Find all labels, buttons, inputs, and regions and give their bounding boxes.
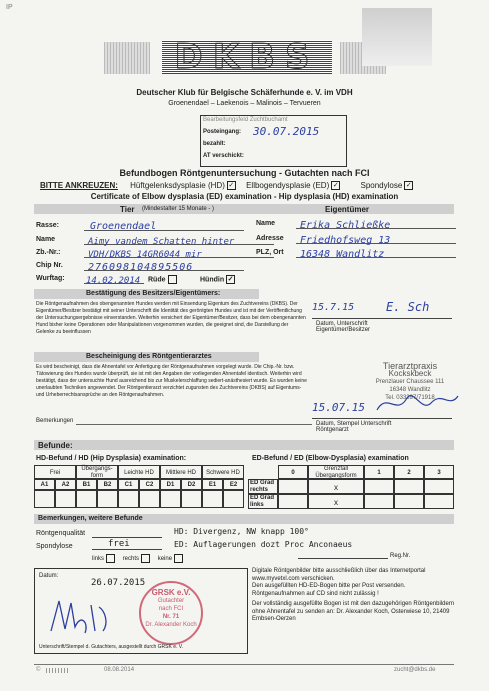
info-line-1: Digitale Röntgenbilder bitte ausschließlich über das Internetportal www.myvetxl.com verschicken. bbox=[252, 568, 426, 582]
ed-input-cell[interactable] bbox=[278, 494, 308, 509]
vet-signature-icon bbox=[372, 388, 462, 418]
hd-input-cell[interactable] bbox=[202, 490, 223, 508]
ed-row-label: ED Grad rechts bbox=[248, 479, 278, 494]
confirm-text: Die Röntgenaufnahmen des obengenannten Hundes werden mit Einsendung Eigentum des Zuchtvereins (DKBS). Der Eigentümer/Besitzer bestätigt mit seiner Unterschrift die Identität des geröntgten Hundes und ist mit der Veröffentlichung der Untersuchungsergebnisse einverstanden. Weiterhin versichert der Eigentümer/Besitzer, dass bei dem obengenannten Hund bisher keine Operationen oder Manipulationen vorgenommen wurden, die geeignet sind, die Darstellung der Gelenke zu beeinflussen bbox=[36, 301, 306, 335]
hd-grade-cell: A1 bbox=[34, 479, 55, 490]
ruede-option bbox=[148, 275, 177, 284]
at-verschickt-label: AT verschickt: bbox=[203, 153, 244, 159]
posteingang-label: Posteingang: bbox=[203, 129, 242, 135]
hd-note: HD: Divergenz, NW knapp 100° bbox=[174, 527, 309, 536]
owner-plz-label: PLZ, Ort bbox=[256, 249, 284, 256]
confirm-caption: Datum, Unterschrift Eigentümer/Besitzer bbox=[316, 321, 371, 333]
huendin-option bbox=[200, 275, 235, 284]
qual-label: Röntgenqualität bbox=[36, 530, 86, 537]
hd-input-cell[interactable] bbox=[34, 490, 55, 508]
logo-text: DKBS bbox=[174, 37, 320, 77]
tier-header: Tier bbox=[120, 205, 135, 214]
hd-title: HD-Befund / HD (Hip Dysplasia) examination: bbox=[36, 455, 187, 462]
office-box bbox=[200, 115, 347, 167]
vet-stamp-line: Tel. 033397/71918 bbox=[385, 395, 435, 401]
tier-name-field[interactable] bbox=[84, 231, 274, 245]
owner-adresse-label: Adresse bbox=[256, 235, 284, 242]
datum-value: 26.07.2015 bbox=[91, 578, 146, 588]
ruede-checkbox[interactable] bbox=[168, 275, 177, 284]
vet-caption: Datum, Stempel Unterschrift Röntgenarzt bbox=[316, 421, 392, 433]
confirm-header: Bestätigung des Besitzers/Eigentümers: bbox=[86, 290, 221, 297]
spondylose-value: frei bbox=[108, 539, 130, 549]
bemerkungen-label: Bemerkungen bbox=[36, 418, 74, 424]
hd-input-cell[interactable] bbox=[160, 490, 181, 508]
huendin-checkbox[interactable]: ✓ bbox=[227, 276, 234, 283]
owner-plz-value: 16348 Wandlitz bbox=[300, 249, 385, 260]
wurftag-field[interactable] bbox=[84, 270, 144, 284]
chip-value: 276098104895506 bbox=[88, 262, 194, 273]
expert-stamp-line: GRSK e.V. bbox=[151, 588, 191, 597]
ed-checkbox[interactable]: ✓ bbox=[332, 182, 339, 190]
ed-input-cell[interactable] bbox=[278, 479, 308, 494]
hd-grade-cell: E1 bbox=[202, 479, 223, 490]
form-title: Befundbogen Röntgenuntersuchung - Gutachten nach FCI bbox=[119, 168, 370, 178]
hd-input-cell[interactable] bbox=[118, 490, 139, 508]
tier-name-label: Name bbox=[36, 236, 56, 243]
reg-label: Reg.Nr. bbox=[390, 553, 411, 559]
bezahlt-label: bezahlt: bbox=[203, 141, 226, 147]
expert-stamp-line: Gutachter bbox=[157, 598, 185, 604]
chip-label: Chip Nr. bbox=[36, 262, 63, 269]
expert-stamp-line: Nr. 71 bbox=[162, 614, 180, 620]
expert-box bbox=[34, 568, 248, 654]
footer-copyright-mark: © bbox=[36, 667, 41, 673]
owner-header: Eigentümer bbox=[325, 205, 370, 214]
reg-field[interactable] bbox=[298, 558, 388, 559]
vet-stamp-line: Prenzlauer Chaussee 111 bbox=[375, 379, 445, 385]
hd-group-cell: Schwere HD bbox=[202, 465, 244, 479]
owner-signature-line[interactable] bbox=[312, 318, 452, 319]
owner-signature: E. Sch bbox=[386, 300, 430, 314]
zbnr-field[interactable] bbox=[84, 244, 274, 258]
ed-col-header: 1 bbox=[364, 465, 394, 479]
tier-name-value: Aimy vandem Schatten hinter bbox=[88, 237, 235, 247]
hd-input-cell[interactable] bbox=[181, 490, 202, 508]
ed-mark: x bbox=[334, 498, 338, 507]
spondylose-field[interactable] bbox=[92, 549, 162, 550]
lr-options bbox=[92, 554, 183, 563]
vet-date-value: 15.07.15 bbox=[312, 401, 365, 414]
hd-group-cell: Mittlere HD bbox=[160, 465, 202, 479]
hd-group-cell: Frei bbox=[34, 465, 76, 479]
hd-grade-cell: C2 bbox=[139, 479, 160, 490]
zbnr-label: Zb.-Nr.: bbox=[36, 249, 61, 256]
hd-grade-cell: A2 bbox=[55, 479, 76, 490]
keine-label: keine bbox=[157, 556, 173, 563]
hd-group-cell: Übergangs-form bbox=[76, 465, 118, 479]
org-name: Deutscher Klub für Belgische Schäferhunde e. V. im VDH bbox=[136, 88, 353, 97]
hd-grade-cell: E2 bbox=[223, 479, 244, 490]
ed-input-cell[interactable] bbox=[364, 494, 394, 509]
bemerkungen-field[interactable] bbox=[76, 424, 312, 425]
hd-input-cell[interactable] bbox=[139, 490, 160, 508]
rasse-value: Groenendael bbox=[90, 221, 157, 232]
breeds-line: Groenendael – Laekenois – Malinois – Tervueren bbox=[168, 100, 321, 107]
office-title: Bearbeitungsfeld Zuchtbuchamt bbox=[203, 117, 288, 123]
footer-divider bbox=[34, 664, 454, 665]
version-date: 08.08.2014 bbox=[104, 667, 135, 673]
hd-checkbox[interactable]: ✓ bbox=[228, 182, 235, 190]
links-checkbox[interactable] bbox=[106, 554, 115, 563]
ed-input-cell[interactable] bbox=[394, 494, 424, 509]
ed-input-cell[interactable] bbox=[424, 494, 454, 509]
vet-stamp-line: Kockskbeck bbox=[388, 369, 432, 378]
ed-mark: x bbox=[334, 483, 338, 492]
befunde-bar bbox=[34, 440, 454, 450]
owner-name-field[interactable] bbox=[296, 215, 456, 229]
rasse-label: Rasse: bbox=[36, 222, 59, 229]
ed-input-cell[interactable] bbox=[308, 479, 364, 494]
ed-col-header: 3 bbox=[424, 465, 454, 479]
logo-banner bbox=[74, 38, 404, 80]
corner-mark: IP bbox=[6, 4, 13, 11]
hd-input-cell[interactable] bbox=[223, 490, 244, 508]
rechts-label: rechts bbox=[122, 556, 140, 563]
wurftag-value: 14.02.2014 bbox=[86, 276, 141, 286]
expert-caption: Unterschrift/Stempel d. Gutachters, ausgestellt durch GRSK e. V. bbox=[39, 644, 184, 650]
confirm-date-value: 15.7.15 bbox=[312, 302, 355, 313]
footer-email[interactable]: zucht@dkbs.de bbox=[394, 667, 436, 673]
ed-input-cell[interactable] bbox=[394, 479, 424, 494]
info-block bbox=[252, 568, 457, 624]
vet-text: Es wird bescheinigt, dass die Ahnentafel vor Anfertigung der Röntgenaufnahmen vorgelegt wurde. Die Chip.-Nr. bzw. Tätowierung des Hundes wurde überprüft, sie ist mit den Angaben der vorliegenden Ahnentafel identisch. Weiterhin wird bestätigt, dass der untersuchte Hund ausreichend bis zur Muskelerschlaffung sediert-anästhesiert wurde. Es wurden keine unerlaubten Techniken angewendet. Der Röntgentierarzt verzichtet zugunsten des Zuchtvereins (DKBS) auf Eigentums- und Urheberrechtsansprüche an den Röntgenaufnahmen. bbox=[36, 364, 307, 398]
owner-adresse-field[interactable] bbox=[296, 230, 456, 244]
hd-grade-cell: B2 bbox=[97, 479, 118, 490]
ed-input-cell[interactable] bbox=[364, 479, 394, 494]
expert-stamp-line: Dr. Alexander Koch bbox=[145, 622, 197, 628]
rasse-field[interactable] bbox=[84, 216, 244, 231]
hd-option-label: Hüftgelenksdysplasie (HD) bbox=[130, 181, 225, 190]
hd-grade-cell: D1 bbox=[160, 479, 181, 490]
owner-name-value: Erika Schließke bbox=[300, 220, 391, 231]
ed-option-label: Ellbogendysplasie (ED) bbox=[246, 181, 330, 190]
hd-grade-cell: C1 bbox=[118, 479, 139, 490]
qual-field[interactable] bbox=[92, 537, 162, 538]
vet-signature-line[interactable] bbox=[312, 418, 452, 419]
ed-row-label: ED Grad links bbox=[248, 494, 278, 509]
huendin-label: Hündin bbox=[200, 276, 225, 284]
ed-col-header: 2 bbox=[394, 465, 424, 479]
expert-signature-icon bbox=[45, 593, 115, 638]
info-line-2: Den ausgefüllten HD-ED-Bogen bitte per Post versenden. Röntgenaufnahmen auf CD sind nicht zulässig ! bbox=[252, 583, 406, 597]
expert-stamp bbox=[139, 581, 203, 645]
wurftag-label: Wurftag: bbox=[36, 275, 65, 282]
spondylose-checkbox[interactable]: ✓ bbox=[405, 182, 412, 190]
keine-checkbox[interactable] bbox=[174, 554, 183, 563]
zbnr-value: VDH/DKBS 14GR6044 mir bbox=[88, 250, 202, 260]
ed-input-cell[interactable] bbox=[424, 479, 454, 494]
option-row bbox=[40, 181, 470, 190]
info-line-3: Der vollständig ausgefüllte Bogen ist mit den dazugehörigen Röntgenbildern ohne Ahnentafel zu senden an: Dr. Alexander Koch, Osterwiese 10, 21409 Embsen-Oerzen bbox=[252, 601, 455, 622]
ed-note: ED: Auflagerungen dozt Proc Anconaeus bbox=[174, 540, 353, 549]
vet-stamp-line: 16348 Wandlitz bbox=[389, 387, 431, 393]
vet-stamp-line: Tierarztpraxis bbox=[382, 361, 438, 371]
ankreuzen-label: BITTE ANKREUZEN: bbox=[40, 181, 118, 190]
rechts-checkbox[interactable] bbox=[141, 554, 150, 563]
ed-input-cell[interactable] bbox=[308, 494, 364, 509]
tier-header-note: (Mindestalter 15 Monate - ) bbox=[142, 206, 215, 212]
vet-header: Bescheinigung des Röntgentierarztes bbox=[86, 353, 212, 360]
hd-grade-cell: B1 bbox=[76, 479, 97, 490]
spondylose-option-label: Spondylose bbox=[360, 181, 403, 190]
ed-title: ED-Befund / ED (Elbow-Dysplasia) examination bbox=[252, 455, 409, 462]
dogs-illustration-icon bbox=[362, 8, 432, 66]
hd-input-cell[interactable] bbox=[55, 490, 76, 508]
dog-head-left-icon bbox=[104, 42, 150, 74]
ed-col-header: 0 bbox=[278, 465, 308, 479]
ruede-label: Rüde bbox=[148, 276, 166, 284]
hd-input-cell[interactable] bbox=[76, 490, 97, 508]
hd-input-cell[interactable] bbox=[97, 490, 118, 508]
hd-grade-cell: D2 bbox=[181, 479, 202, 490]
owner-plz-field[interactable] bbox=[296, 244, 456, 258]
links-label: links bbox=[92, 556, 105, 563]
footer-logo-icon bbox=[46, 668, 70, 673]
posteingang-value: 30.07.2015 bbox=[253, 125, 320, 138]
remarks-header: Bemerkungen, weitere Befunde bbox=[38, 515, 143, 522]
hd-group-cell: Leichte HD bbox=[118, 465, 160, 479]
expert-stamp-line: nach FCI bbox=[158, 606, 184, 612]
tier-owner-bar bbox=[34, 204, 454, 214]
owner-adresse-value: Friedhofsweg 13 bbox=[300, 235, 391, 246]
chip-field[interactable] bbox=[84, 257, 244, 271]
certificate-title: Certificate of Elbow dysplasia (ED) examination - Hip dysplasia (HD) examination bbox=[90, 192, 399, 201]
befunde-header: Befunde: bbox=[38, 441, 73, 450]
ed-col-header: Grenzfall Übergangsform bbox=[308, 465, 364, 479]
spondylose-label: Spondylose bbox=[36, 543, 73, 550]
owner-name-label: Name bbox=[256, 220, 276, 227]
datum-label: Datum: bbox=[39, 573, 59, 579]
